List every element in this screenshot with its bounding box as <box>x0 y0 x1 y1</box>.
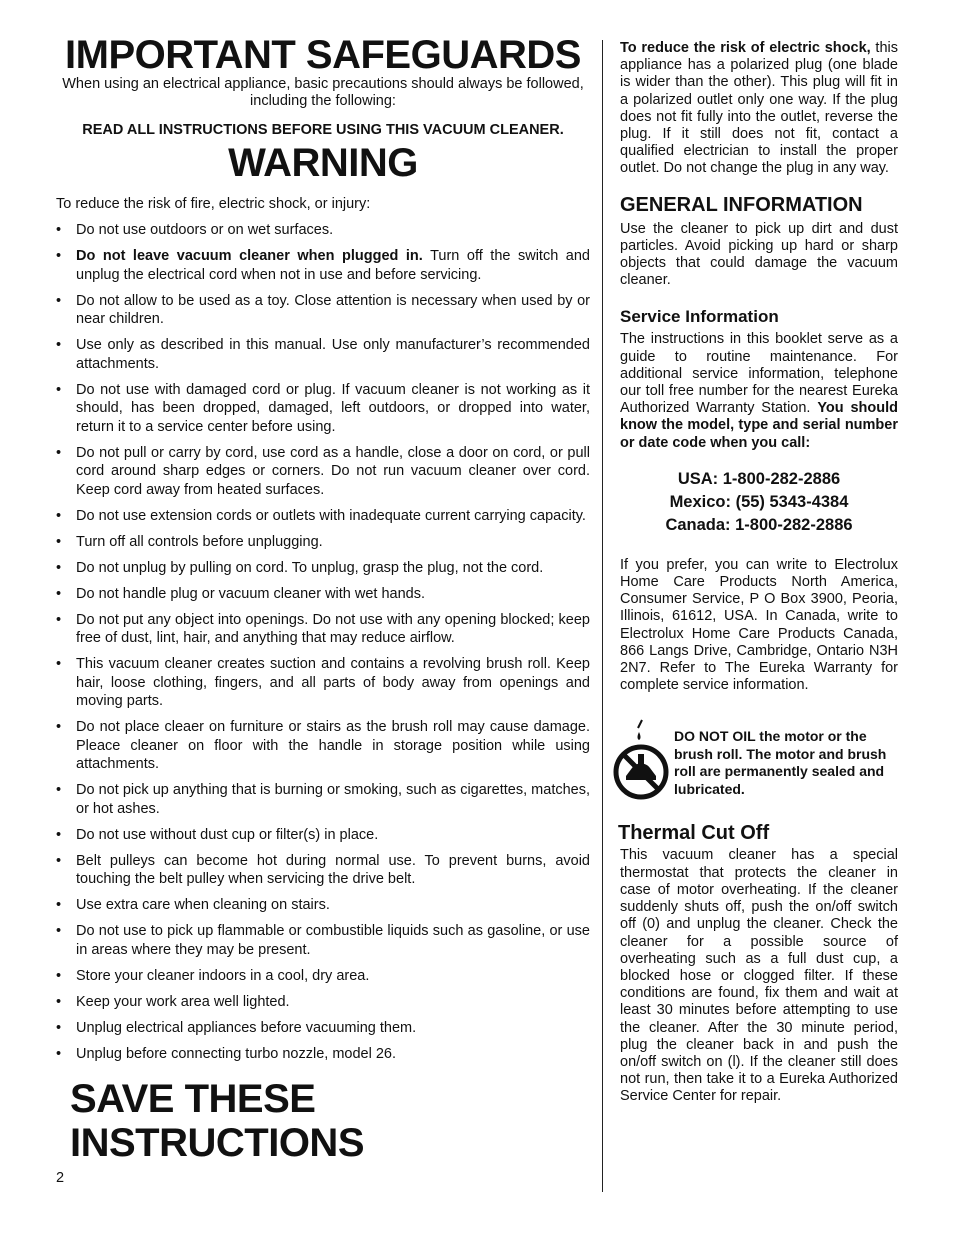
bullet-icon: • <box>56 782 62 798</box>
left-column <box>56 34 590 1165</box>
bullet-icon: • <box>56 656 62 672</box>
list-item: • Turn off all controls before unplugging. <box>56 533 323 550</box>
service-information-heading: Service Information <box>620 307 779 327</box>
bullet-icon: • <box>56 292 62 309</box>
no-oil-text: DO NOT OIL the motor or the brush roll. The motor and brush roll are permanently sealed and lubricated. <box>674 728 887 797</box>
page-number: 2 <box>56 1170 65 1186</box>
polarized-plug-notice: To reduce the risk of electric shock, this appliance has a polarized plug (one blade is wider than the other). This plug will fit in a polarized outlet only one way. If the plug does not fit fully into the outlet, reverse the plug. If it still does not fit, contact a qualified electrician to install the proper outlet. Do not change the plug in any way. <box>620 40 898 177</box>
phone-usa: USA: 1-800-282-2886 <box>677 469 841 488</box>
bullet-icon: • <box>56 852 62 869</box>
list-item: • Belt pulleys can become hot during normal use. To prevent burns, avoid touching the belt pulley when servicing the drive belt. <box>56 852 590 887</box>
bullet-icon: • <box>56 585 62 602</box>
bullet-icon: • <box>56 719 62 735</box>
bullet-icon: • <box>56 248 62 264</box>
list-item: • Use extra care when cleaning on stairs. <box>56 897 330 913</box>
phone-canada: Canada: 1-800-282-2886 <box>665 515 853 534</box>
page-title: IMPORTANT SAFEGUARDS <box>65 33 581 77</box>
bullet-icon: • <box>56 444 62 461</box>
list-item: • Do not unplug by pulling on cord. To unplug, grasp the plug, not the cord. <box>56 559 544 576</box>
warning-lead: To reduce the risk of fire, electric shock, or injury: <box>56 196 371 212</box>
bullet-icon: • <box>56 337 62 353</box>
list-item: • Unplug before connecting turbo nozzle, model 26. <box>56 1045 397 1062</box>
list-item: • Store your cleaner indoors in a cool, dry area. <box>56 967 370 984</box>
no-oil-icon <box>612 718 670 802</box>
bullet-icon: • <box>56 826 62 843</box>
general-information-text: Use the cleaner to pick up dirt and dust particles. Avoid picking up hard or sharp objects that could damage the vacuum cleaner. <box>620 220 898 289</box>
bullet-icon: • <box>56 967 62 984</box>
list-item: • Do not pull or carry by cord, use cord as a handle, close a door on cord, or pull cord around sharp edges or corners. Do not run vacuum cleaner over cord. Keep cord away from heated surfaces. <box>56 444 590 498</box>
phone-mexico: Mexico: (55) 5343-4384 <box>669 492 849 511</box>
bullet-icon: • <box>56 611 62 628</box>
list-item: • Do not allow to be used as a toy. Close attention is necessary when used by or near children. <box>56 292 590 327</box>
bullet-icon: • <box>56 381 62 398</box>
list-item: • Do not put any object into openings. Do not use with any opening blocked; keep free of dust, lint, hair, and anything that may reduce airflow. <box>56 611 590 646</box>
bullet-icon: • <box>56 993 62 1010</box>
bullet-icon: • <box>56 1045 62 1062</box>
list-item: • Do not place cleaer on furniture or stairs as the brush roll may cause damage. Pleace cleaner on floor with the handle in storage position while using attachments. <box>56 719 590 772</box>
list-item: • Use only as described in this manual. Use only manufacturer’s recommended attachments. <box>56 337 590 372</box>
bullet-icon: • <box>56 923 62 939</box>
general-information-heading: GENERAL INFORMATION <box>620 193 863 216</box>
column-divider <box>602 40 603 1192</box>
list-item: • Do not leave vacuum cleaner when plugged in. Turn off the switch and unplug the electrical cord when not in use and before servicing. <box>56 248 590 283</box>
phone-numbers <box>620 468 898 537</box>
list-item: • Do not handle plug or vacuum cleaner with wet hands. <box>56 585 426 602</box>
intro-text: When using an electrical appliance, basic precautions should always be followed, including the following: <box>62 76 584 109</box>
bullet-icon: • <box>56 897 62 913</box>
read-all-notice: READ ALL INSTRUCTIONS BEFORE USING THIS VACUUM CLEANER. <box>82 122 564 138</box>
bullet-icon: • <box>56 559 62 576</box>
list-item: • Do not pick up anything that is burning or smoking, such as cigarettes, matches, or hot ashes. <box>56 782 590 817</box>
list-item: • Do not use to pick up flammable or combustible liquids such as gasoline, or use in areas where they may be present. <box>56 923 590 958</box>
list-item: • Do not use outdoors or on wet surfaces. <box>56 222 334 238</box>
bullet-icon: • <box>56 222 62 238</box>
no-oil-notice <box>620 718 898 808</box>
safeguard-list <box>56 221 590 1063</box>
bullet-icon: • <box>56 507 62 524</box>
list-item: • This vacuum cleaner creates suction and contains a revolving brush roll. Keep hair, loose clothing, fingers, and all parts of body away from openings and moving parts. <box>56 656 590 709</box>
list-item: • Do not use without dust cup or filter(s) in place. <box>56 826 379 843</box>
thermal-cut-off-text: This vacuum cleaner has a special thermostat that protects the cleaner in case of motor overheating. If the cleaner suddenly shuts off, push the on/off switch off (0) and unplug the cleaner. Check the cleaner for a possible source of overheating such as a full dust cup, a blocked hose or clogged filter. If these conditions are found, fix them and wait at least 30 minutes before attempting to use the cleaner. After the 30 minute period, plug the cleaner back in and push the on/off switch on (l). If the cleaner still does not run, then take it to a Eureka Authorized Service Center for repair. <box>620 847 898 1105</box>
list-item: • Do not use extension cords or outlets with inadequate current carrying capacity. <box>56 507 586 524</box>
thermal-cut-off-heading: Thermal Cut Off <box>618 822 770 845</box>
bullet-icon: • <box>56 533 62 550</box>
list-item: • Unplug electrical appliances before vacuuming them. <box>56 1019 417 1036</box>
bullet-icon: • <box>56 1019 62 1036</box>
list-item: • Do not use with damaged cord or plug. If vacuum cleaner is not working as it should, has been dropped, damaged, left outdoors, or dropped into water, return it to a service center before using. <box>56 381 590 435</box>
mailing-address-text: If you prefer, you can write to Electrolux Home Care Products North America, Consumer Service, P O Box 3900, Peoria, Illinois, 61612, USA. In Canada, write to Electrolux Home Care Products Canada, 866 Langs Drive, Cambridge, Ontario N3H 2N7. Refer to The Eureka Warranty for complete service information. <box>620 556 898 694</box>
save-instructions-heading: SAVE THESE INSTRUCTIONS <box>70 1077 364 1165</box>
right-column <box>620 40 898 1106</box>
list-item: • Keep your work area well lighted. <box>56 993 290 1010</box>
warning-heading: WARNING <box>228 141 418 185</box>
service-information-text: The instructions in this booklet serve as a guide to routine maintenance. For additional service information, telephone our toll free number for the nearest Eureka Authorized Warranty Station. You should know the model, type and serial number or date code when you call: <box>620 331 898 451</box>
